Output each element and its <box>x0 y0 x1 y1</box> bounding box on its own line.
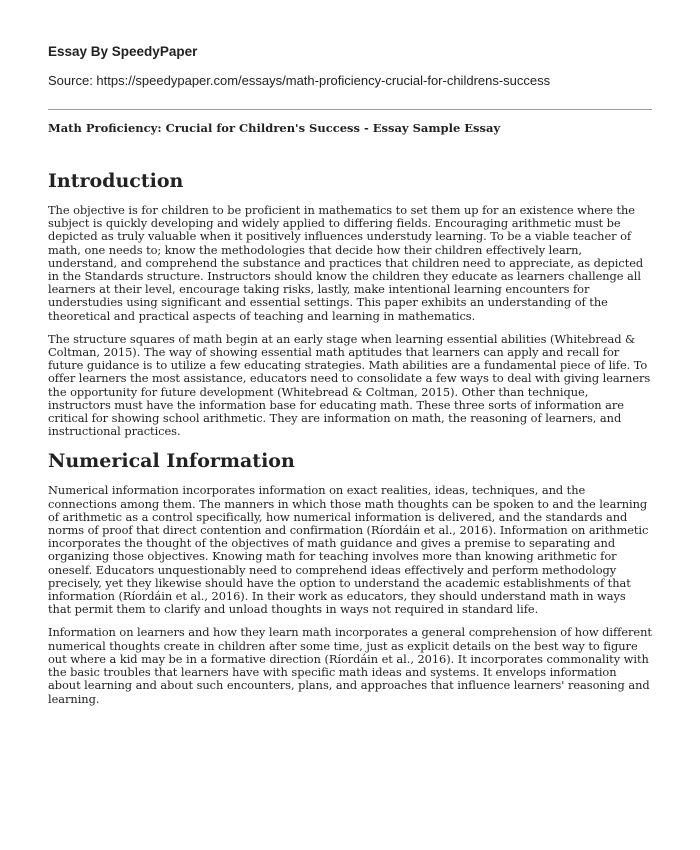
brand-label: Essay By SpeedyPaper <box>48 44 198 59</box>
document-body <box>48 170 652 716</box>
paragraph: The structure squares of math begin at an early stage when learning essential abilities (Whitebread & Coltman, 2015). The way of showing essential math aptitudes that learners can apply and recall for future guidance is to utilize a few educating strategies. Math abilities are a fundamental piece of life. To offer learners the most assistance, educators need to consolidate a few ways to deal with giving learners the opportunity for future development (Whitebread & Coltman, 2015). Other than technique, instructors must have the information base for educating math. These three sorts of information are critical for showing school arithmetic. They are information on math, the reasoning of learners, and instructional practices. <box>48 331 651 439</box>
section-heading: Introduction <box>48 170 184 192</box>
source-line: Source: https://speedypaper.com/essays/math-proficiency-crucial-for-childrens-success <box>48 73 551 88</box>
document-title: Math Proficiency: Crucial for Children's Success - Essay Sample Essay <box>48 121 501 135</box>
section-numerical-information <box>48 450 652 705</box>
paragraph: Information on learners and how they learn math incorporates a general comprehension of how different numerical thoughts create in children after some time, just as explicit details on the best way to figure out where a kid may be in a formative direction (Ríordáin et al., 2016). It incorporates commonality with the basic troubles that learners have with specific math ideas and systems. It envelops information about learning and about such encounters, plans, and approaches that influence learners' reasoning and learning. <box>48 625 652 706</box>
paragraph: The objective is for children to be proficient in mathematics to set them up for an existence where the subject is quickly developing and widely applied to differing fields. Encouraging arithmetic must be depicted as truly valuable when it positively influences understudy learning. To be a viable teacher of math, one needs to; know the methodologies that decide how their children effectively learn, understand, and comprehend the substance and practices that children need to appreciate, as depicted in the Standards structure. Instructors should know the children they educate as learners challenge all learners at their level, encourage taking risks, lastly, make intentional learning encounters for understudies using significant and essential settings. This paper exhibits an understanding of the theoretical and practical aspects of teaching and learning in mathematics. <box>48 203 644 323</box>
header-divider <box>48 109 652 110</box>
section-heading: Numerical Information <box>48 450 295 473</box>
section-introduction <box>48 170 652 438</box>
paragraph: Numerical information incorporates information on exact realities, ideas, techniques, and the connections among them. The manners in which those math thoughts can be spoken to and the learning of arithmetic as a control specifically, how numerical information is delivered, and the standards and norms of proof that direct contention and confirmation (Ríordáin et al., 2016). Information on arithmetic incorporates the thought of the objectives of math guidance and gives a premise to separating and organizing those objectives. Knowing math for teaching involves more than knowing arithmetic for oneself. Educators unquestionably need to comprehend ideas effectively and perform methodology precisely, yet they likewise should have the option to understand the academic establishments of that information (Ríordáin et al., 2016). In their work as educators, they should understand math in ways that permit them to clarify and unload thoughts in ways not required in standard life. <box>48 483 649 617</box>
